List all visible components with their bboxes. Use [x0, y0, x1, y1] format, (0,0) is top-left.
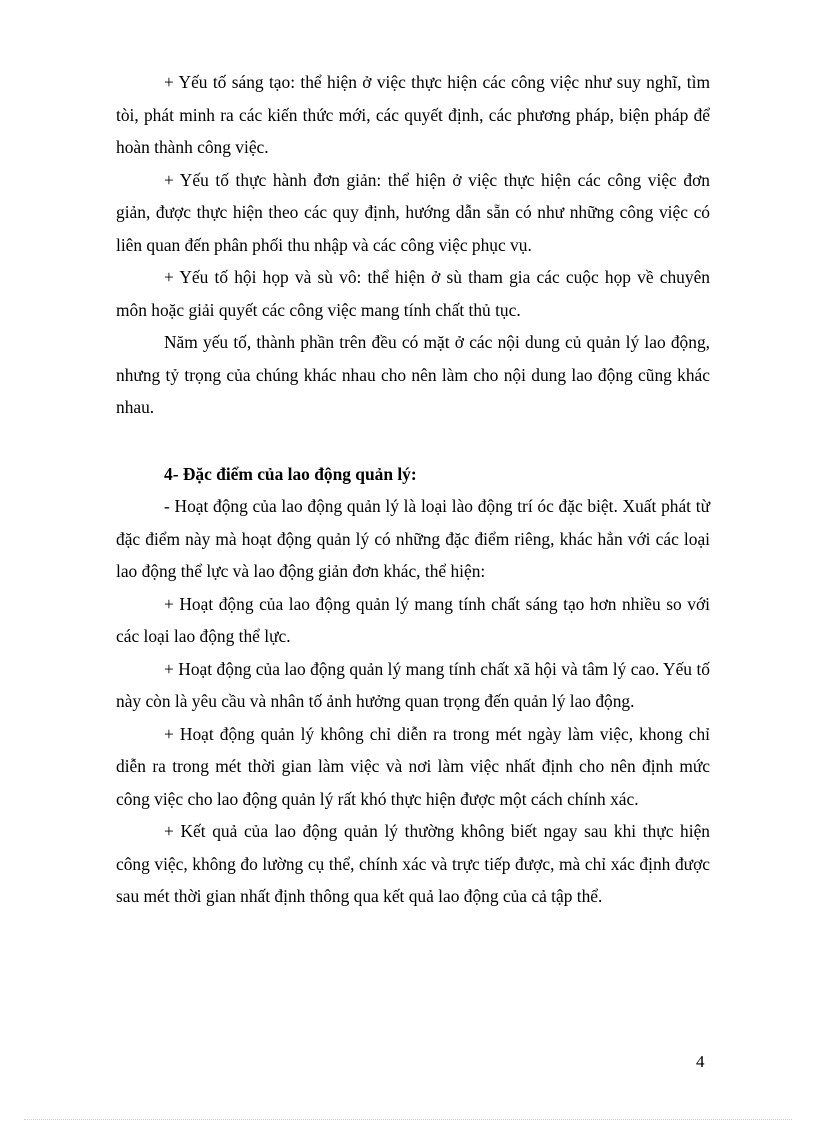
paragraph-results: + Kết quả của lao động quản lý thường không biết ngay sau khi thực hiện công việc, không đo lường cụ thể, chính xác và trực tiếp được, mà chỉ xác định được sau mét thời gian nhất định thông qua kết quả lao động của cả tập thể.: [116, 821, 710, 906]
paragraph-five-factors-summary: Năm yếu tố, thành phần trên đều có mặt ở các nội dung củ quản lý lao động, nhưng tỷ trọng của chúng khác nhau cho nên làm cho nội dung lao động cũng khác nhau.: [116, 332, 710, 417]
paragraph-work-time: + Hoạt động quản lý không chỉ diễn ra trong mét ngày làm việc, khong chỉ diễn ra trong mét thời gian làm việc và nơi làm việc nhất định cho nên định mức công việc cho lao động quản lý rất khó thực hiện được một cách chính xác.: [116, 723, 710, 809]
page-bottom-divider: [24, 1119, 792, 1120]
document-body: [116, 66, 710, 913]
paragraph-creative-factor: + Yếu tố sáng tạo: thể hiện ở việc thực hiện các công việc như suy nghĩ, tìm tòi, phát minh ra các kiến thức mới, các quyết định, các phương pháp, biện pháp để hoàn thành công việc.: [116, 72, 710, 157]
section-heading: 4- Đặc điểm của lao động quản lý:: [164, 463, 417, 484]
paragraph-management-labor-intro: - Hoạt động của lao động quản lý là loại lào động trí óc đặc biệt. Xuất phát từ đặc điểm này mà hoạt động quản lý có những đặc điểm riêng, khác hẳn với các loại lao động thể lực và lao động giản đơn khác, thể hiện:: [116, 496, 710, 581]
paragraph-social-psychological: + Hoạt động của lao động quản lý mang tính chất xã hội và tâm lý cao. Yếu tố này còn là yêu cầu và nhân tố ảnh hưởng quan trọng đến quản lý lao động.: [116, 658, 710, 711]
paragraph-simple-practice-factor: + Yếu tố thực hành đơn giản: thể hiện ở việc thực hiện các công việc đơn giản, được thực hiện theo các quy định, hướng dẫn sẵn có như những công việc có liên quan đến phân phối thu nhập và các công việc phục vụ.: [116, 169, 710, 255]
page-number: 4: [696, 1052, 705, 1071]
paragraph-creative-activity: + Hoạt động của lao động quản lý mang tính chất sáng tạo hơn nhiều so với các loại lao động thể lực.: [116, 593, 710, 646]
paragraph-meeting-factor: + Yếu tố hội họp và sù vô: thể hiện ở sù tham gia các cuộc họp về chuyên môn hoặc giải quyết các công việc mang tính chất thủ tục.: [116, 267, 710, 320]
